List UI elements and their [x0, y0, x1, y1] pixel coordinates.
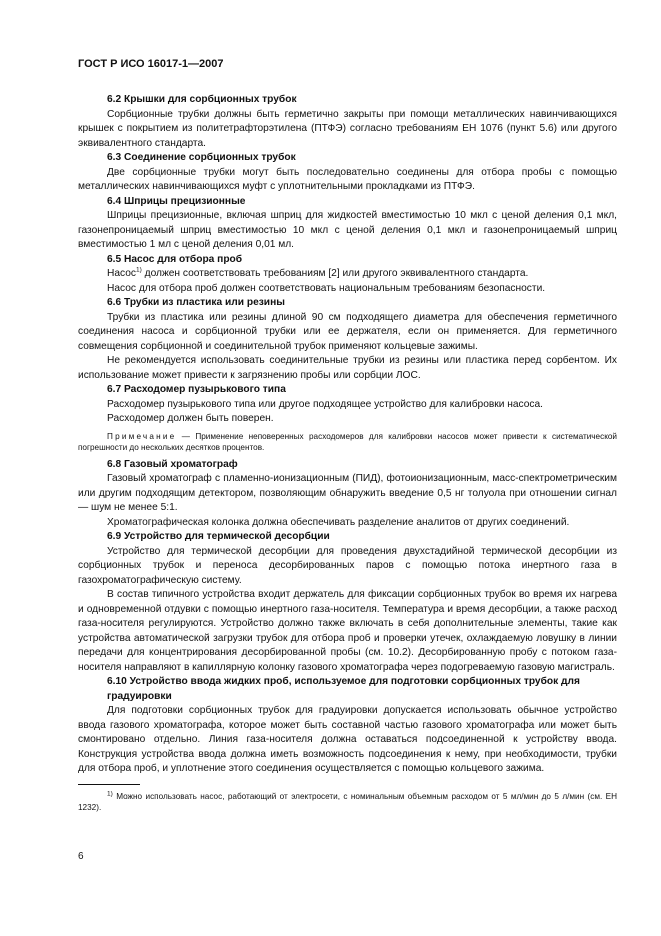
paragraph: Хроматографическая колонка должна обеспечивать разделение аналитов от других соединений.: [107, 516, 570, 528]
section-heading: 6.9 Устройство для термической десорбции: [107, 531, 330, 542]
paragraph: Шприцы прецизионные, включая шприц для жидкостей вместимостью 10 мкл с ценой деления 0,1 мкл, газонепроницаемый шприц вместимостью 10 мкл с ценой деления 0,1 мкл и газонепроницаемый шприц вместимостью 1 мл с ценой деления 0,01 мл.: [78, 210, 617, 250]
pump-word: Насос: [107, 268, 136, 279]
paragraph: Насос для отбора проб должен соответствовать национальным требованиям безопасности.: [107, 282, 546, 294]
section-6-6: [78, 296, 617, 383]
section-heading: 6.6 Трубки из пластика или резины: [107, 297, 285, 308]
note-text: — Применение неповеренных расходомеров для калибровки насосов может привести к систематической погрешности до нескольких десятков процентов.: [78, 431, 617, 452]
section-6-9: [78, 530, 617, 675]
section-6-7: [78, 383, 617, 427]
note-label: Примечание: [107, 431, 177, 441]
paragraph: Не рекомендуется использовать соединительные трубки из резины или пластика перед сорбентом. Их использование может привести к загрязнению пробы или сорбции ЛОС.: [78, 355, 617, 381]
note: [78, 431, 617, 454]
footnote-text: Можно использовать насос, работающий от электросети, с номинальным объемным расходом от 5 мл/мин до 5 л/мин (см. ЕН 1232).: [78, 791, 617, 812]
paragraph: Для подготовки сорбционных трубок для градуировки допускается использовать обычное устройство ввода газового хроматографа, которое может быть составной частью газового хроматографа или может быть смонтировано отдельно. Линия газа-носителя должна оставаться подсоединенной к устройству ввода. Конструкция устройства ввода должна иметь возможность подсоединения к нему, при необходимости, трубки для отбора проб, и уплотнение этого соединения осуществляется с помощью кольцевого зажима.: [78, 705, 617, 774]
paragraph: Сорбционные трубки должны быть герметично закрыты при помощи металлических навинчивающихся крышек с покрытием из политетрафторэтилена (ПТФЭ) согласно требованиям ЕН 1076 (пункт 5.6) или другого эквивалентного стандарта.: [78, 108, 617, 149]
paragraph: [78, 267, 617, 282]
paragraph: В состав типичного устройства входит держатель для фиксации сорбционных трубок во время их нагрева и одновременной отдувки с помощью инертного газа-носителя. Температура и время десорбции, а также расход газа-носителя регулируются. Устройство должно также включать в себя дополнительные элементы, такие как устройства автоматической загрузки трубок для отбора проб и проверки утечек, охлаждаемую ловушку в линии передачи для концентрирования десорбированной пробы (см. 10.2). Десорбированную пробу с потоком газа-носителя направляют в капиллярную колонку газового хроматографа через подогреваемую газовую магистраль.: [78, 589, 617, 673]
paragraph: Трубки из пластика или резины длиной 90 см подходящего диаметра для обеспечения герметичного соединения насоса и сорбционной трубки или ее держателя, если он применяется. Для герметичного совмещения сорбционной и соединительной трубок применяют кольцевые зажимы.: [78, 311, 617, 352]
section-6-5: [78, 253, 617, 297]
section-6-2: [78, 93, 617, 151]
section-heading: 6.7 Расходомер пузырькового типа: [107, 384, 286, 395]
page-number: 6: [78, 851, 84, 862]
footnote-marker: 1): [107, 789, 113, 797]
section-heading: 6.3 Соединение сорбционных трубок: [107, 152, 296, 163]
section-6-3: [78, 151, 617, 195]
footnote: [78, 791, 617, 814]
section-6-8: [78, 458, 617, 531]
section-heading: 6.8 Газовый хроматограф: [107, 458, 238, 470]
paragraph: Газовый хроматограф с пламенно-ионизационным (ПИД), фотоионизационным, масс-спектрометрическим или другим подходящим детектором, позволяющим обнаружить введение 0,5 нг толуола при отношении сигнал — шум не менее 5:1.: [78, 473, 617, 513]
paragraph: Устройство для термической десорбции для проведения двухстадийной термической десорбции из сорбционных трубок и переноса десорбированных паров с помощью потока инертного газа в газохроматографическую систему.: [78, 545, 617, 586]
paragraph: Расходомер должен быть поверен.: [107, 413, 274, 424]
section-6-10: [78, 675, 617, 777]
section-6-4: [78, 195, 617, 253]
section-heading: 6.2 Крышки для сорбционных трубок: [107, 94, 297, 105]
section-heading: 6.10 Устройство ввода жидких проб, используемое для подготовки сорбционных трубок для градуировки: [107, 676, 580, 702]
paragraph: Две сорбционные трубки могут быть последовательно соединены для отбора пробы с помощью металлических навинчивающихся муфт с уплотнительными прокладками из ПТФЭ.: [78, 166, 617, 192]
section-heading: 6.4 Шприцы прецизионные: [107, 195, 246, 207]
document-page: [78, 58, 617, 814]
paragraph-text: должен соответствовать требованиям [2] или другого эквивалентного стандарта.: [144, 268, 529, 279]
footnote-ref[interactable]: 1): [136, 266, 142, 274]
footnote-divider: [78, 784, 140, 785]
section-heading: 6.5 Насос для отбора проб: [107, 253, 243, 265]
paragraph: Расходомер пузырькового типа или другое подходящее устройство для калибровки насоса.: [107, 398, 544, 410]
document-header: ГОСТ Р ИСО 16017-1—2007: [78, 58, 224, 70]
